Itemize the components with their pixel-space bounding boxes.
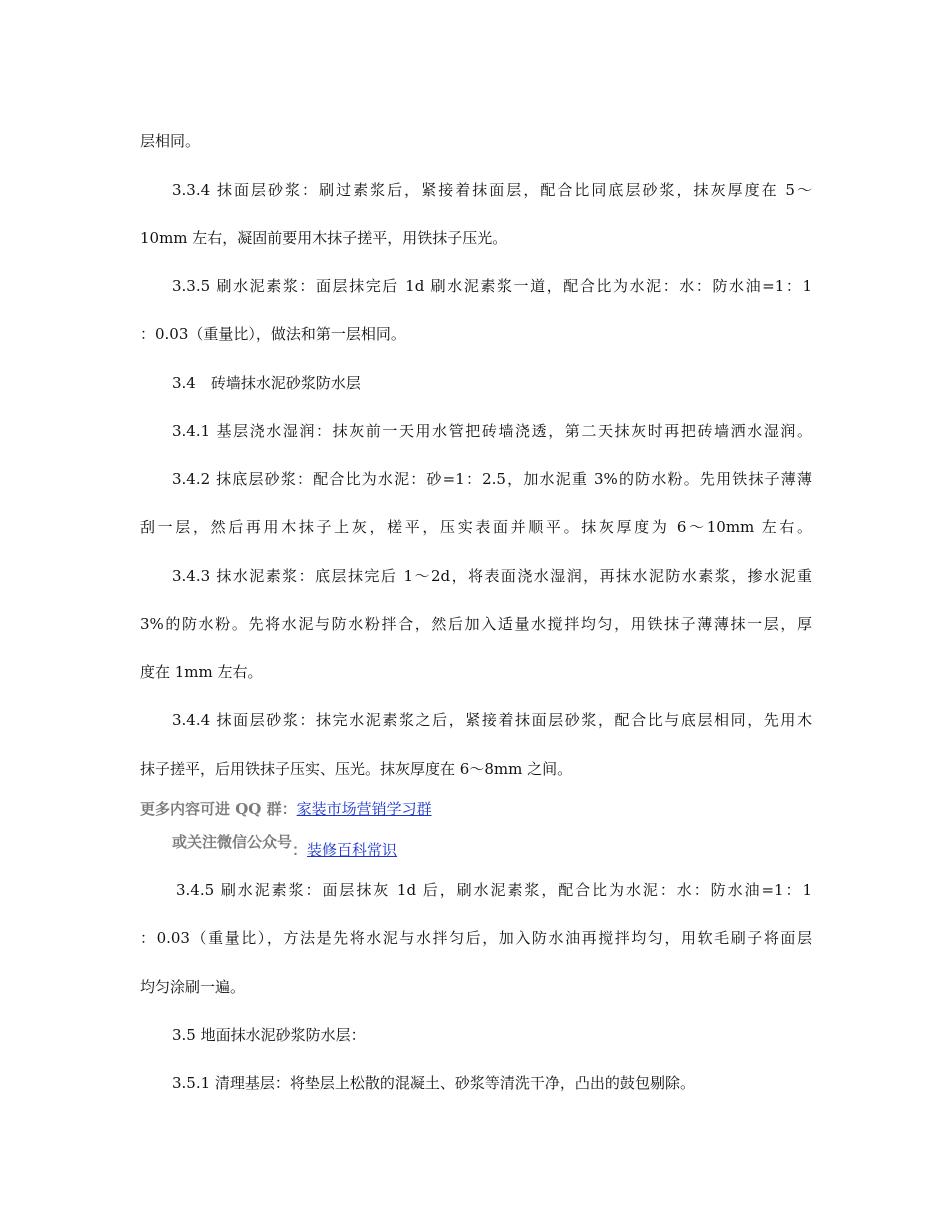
paragraph-line: 3.4.3 抹水泥素浆：底层抹完后 1～2d，将表面浇水湿润，再抹水泥防水素浆，掺水泥重: [172, 567, 812, 585]
qq-group-link[interactable]: 家装市场营销学习群: [296, 800, 432, 818]
section-heading: 3.5 地面抹水泥砂浆防水层：: [172, 1026, 366, 1044]
paragraph-line: 10mm 左右，凝固前要用木抹子搓平，用铁抹子压光。: [140, 229, 508, 247]
paragraph-line: 抹子搓平，后用铁抹子压实、压光。抹灰厚度在 6～8mm 之间。: [140, 760, 573, 778]
wechat-colon: ：: [292, 841, 308, 859]
paragraph-line: 3.4.1 基层浇水湿润：抹灰前一天用水管把砖墙浇透，第二天抹灰时再把砖墙洒水湿润。: [172, 422, 812, 440]
paragraph-line: 3.4.2 抹底层砂浆：配合比为水泥：砂=1：2.5，加水泥重 3%的防水粉。先用铁抹子薄薄: [172, 470, 812, 488]
paragraph-line: 3.3.5 刷水泥素浆：面层抹完后 1d 刷水泥素浆一道，配合比为水泥：水：防水油=1：1: [172, 277, 812, 295]
paragraph-line: 3.3.4 抹面层砂浆：刷过素浆后，紧接着抹面层，配合比同底层砂浆，抹灰厚度在 5～: [172, 181, 812, 199]
paragraph-line: 度在 1mm 左右。: [140, 663, 263, 681]
qq-group-promo: [140, 799, 432, 819]
paragraph-line: 3.4.4 抹面层砂浆：抹完水泥素浆之后，紧接着抹面层砂浆，配合比与底层相同，先用木: [172, 711, 812, 729]
paragraph-line: 3%的防水粉。先将水泥与防水粉拌合，然后加入适量水搅拌均匀，用铁抹子薄薄抹一层，厚: [140, 615, 812, 633]
paragraph-line: 3.4.5 刷水泥素浆：面层抹灰 1d 后，刷水泥素浆，配合比为水泥：水：防水油=1：1: [176, 881, 812, 899]
wechat-promo: [172, 832, 398, 859]
paragraph-line: 刮一层，然后再用木抹子上灰，槎平，压实表面并顺平。抹灰厚度为 6～10mm 左右。: [140, 518, 812, 536]
paragraph-line: ：0.03（重量比），做法和第一层相同。: [140, 325, 406, 343]
section-heading: 3.4 砖墙抹水泥砂浆防水层: [172, 374, 361, 392]
paragraph-line: 3.5.1 清理基层：将垫层上松散的混凝土、砂浆等清洗干净，凸出的鼓包剔除。: [172, 1074, 695, 1092]
paragraph-line: 层相同。: [140, 132, 201, 150]
wechat-account-link[interactable]: 装修百科常识: [307, 841, 398, 859]
paragraph-line: ：0.03（重量比），方法是先将水泥与水拌匀后，加入防水油再搅拌均匀，用软毛刷子将面层: [140, 929, 812, 947]
qq-group-label: 更多内容可进 QQ 群：: [140, 800, 297, 818]
wechat-label: 或关注微信公众号: [172, 833, 293, 851]
paragraph-line: 均匀涂刷一遍。: [140, 978, 246, 996]
